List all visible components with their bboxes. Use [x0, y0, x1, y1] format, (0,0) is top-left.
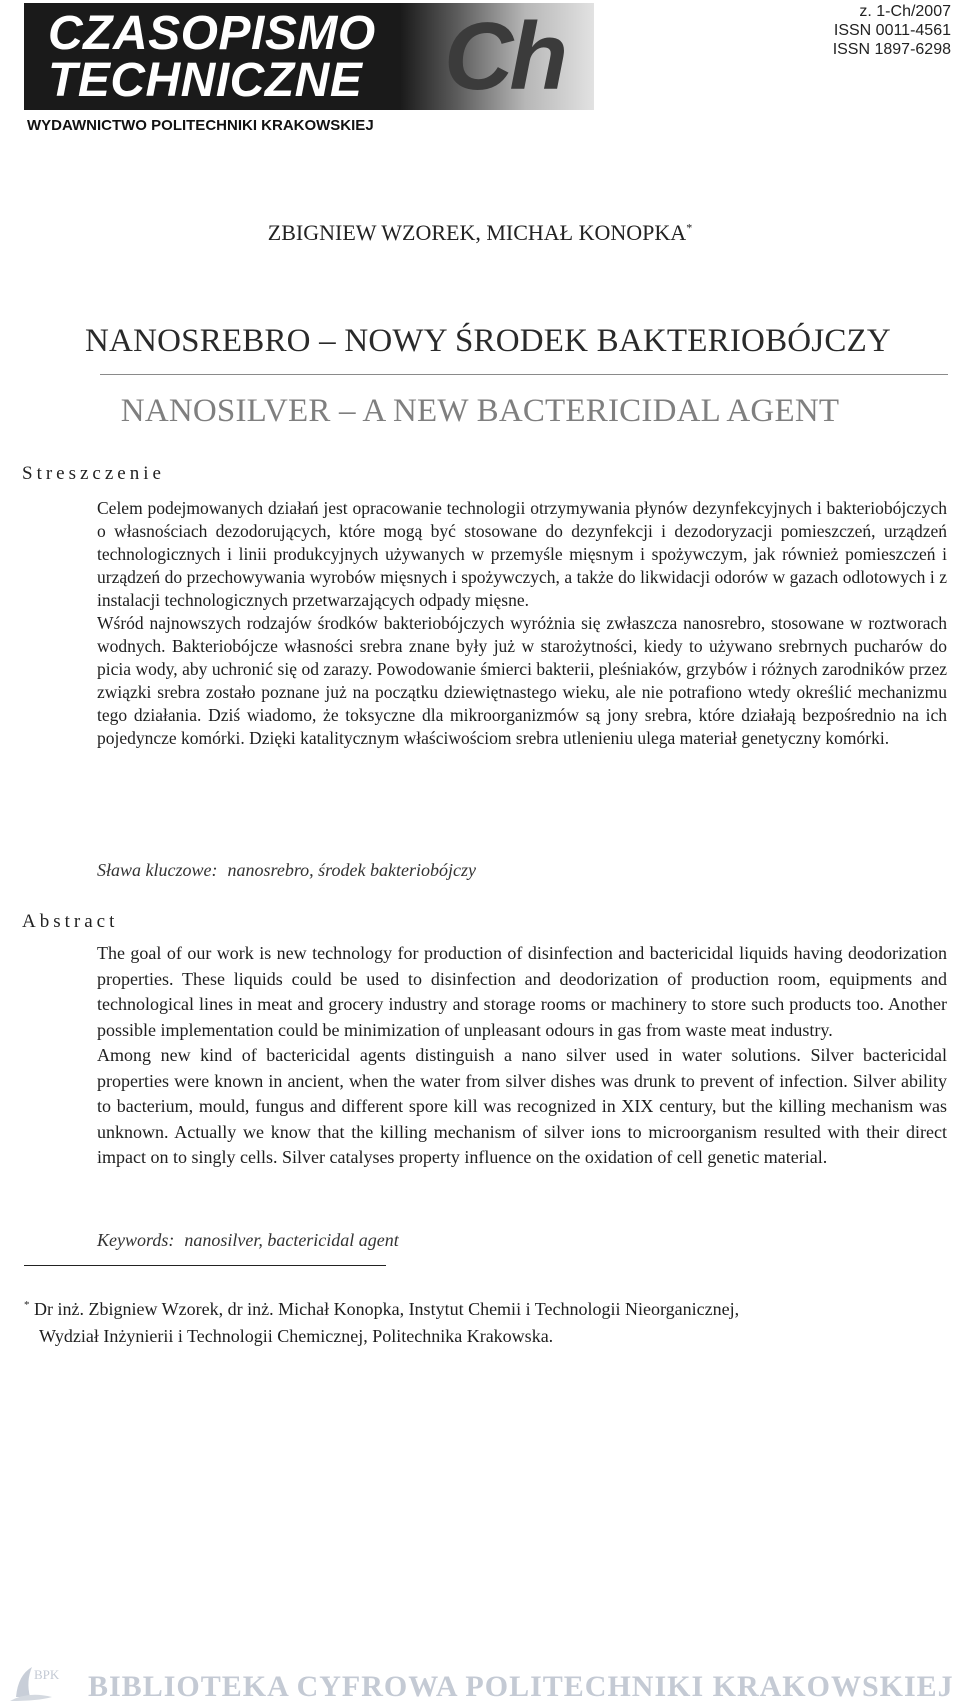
authors-names: ZBIGNIEW WZOREK, MICHAŁ KONOPKA — [267, 220, 687, 245]
title-divider — [100, 374, 948, 375]
bpk-logo-text: BPK — [34, 1667, 60, 1682]
masthead-title-line-2: TECHNICZNE — [48, 54, 363, 107]
keywords-polish — [97, 860, 476, 881]
footnote-text-1: Dr inż. Zbigniew Wzorek, dr inż. Michał Konopka, Instytut Chemii i Technologii Nieorganicznej, — [34, 1299, 740, 1319]
abstract-heading: Abstract — [22, 911, 119, 932]
journal-masthead — [24, 3, 594, 110]
keywords-english-list: nanosilver, bactericidal agent — [184, 1230, 399, 1250]
issue-number: z. 1-Ch/2007 — [859, 3, 951, 20]
keywords-english-label: Keywords: — [97, 1230, 175, 1250]
footnote-divider — [24, 1265, 386, 1266]
abstract-body — [97, 941, 947, 1171]
article-title-polish: NANOSREBRO – NOWY ŚRODEK BAKTERIOBÓJCZY — [85, 323, 891, 359]
keywords-english — [97, 1230, 399, 1251]
masthead-title-line-1: CZASOPISMO — [48, 7, 376, 60]
abstract-paragraph-1: The goal of our work is new technology for production of disinfection and bactericidal liquids having deodorization properties. These liquids could be used to disinfection and deodorization of production room, equipments and technological lines in meat and grocery industry and storage rooms or machinery to store such products too. Another possible implementation could be minimization of unpleasant odours in gas from waste meat industry. — [97, 943, 947, 1040]
footnote-line-1 — [24, 1292, 948, 1323]
publisher-name: WYDAWNICTWO POLITECHNIKI KRAKOWSKIEJ — [27, 117, 374, 134]
footnote-line-2: Wydział Inżynierii i Technologii Chemicznej, Politechnika Krakowska. — [39, 1326, 554, 1346]
issn-online: ISSN 1897-6298 — [832, 41, 951, 58]
abstract-paragraph-2: Among new kind of bactericidal agents distinguish a nano silver used in water solutions. Silver bactericidal properties were known in ancient, when the water from silver dishes was drunk to prevent of infection. Silver ability to bacterium, mould, fungus and different spore kill was recognized in XIX century, but the killing mechanism was unknown. Actually we know that the killing mechanism of silver ions to microorganism resulted with their direct impact on to singly cells. Silver catalyses property influence on the oxidation of cell genetic material. — [97, 1045, 947, 1167]
article-title-english: NANOSILVER – A NEW BACTERICIDAL AGENT — [120, 393, 840, 429]
keywords-polish-label: Sława kluczowe: — [97, 860, 218, 880]
streszczenie-heading: Streszczenie — [22, 463, 165, 484]
masthead-series-letter: Ch — [444, 3, 564, 110]
issue-info — [806, 2, 951, 59]
author-affiliation-footnote — [24, 1292, 948, 1350]
author-footnote-mark: * — [686, 220, 693, 235]
streszczenie-body — [97, 497, 947, 750]
keywords-polish-list: nanosrebro, środek bakteriobójczy — [227, 860, 476, 880]
streszczenie-paragraph-2: Wśród najnowszych rodzajów środków bakteriobójczych wyróżnia się zwłaszcza nanosrebro, stosowane w roztworach wodnych. Bakteriobójcze własności srebra znane były już w starożytności, kiedy to używano srebrnych pucharów do picia wody, aby uchronić się od zarazy. Powodowanie śmierci bakterii, pleśniaków, grzybów i różnych zarodników przez związki srebra zostało poznane już na początku dziewiętnastego wieku, ale nie potrafiono wtedy określić mechanizmu tego działania. Dziś wiadomo, że toksyczne dla mikroorganizmów są jony srebra, które działają bezpośrednio na ich pojedyncze komórki. Dzięki katalitycznym właściwościom srebra utlenieniu ulega materiał genetyczny komórki. — [97, 613, 947, 748]
article-authors — [0, 220, 960, 246]
library-watermark: BIBLIOTEKA CYFROWA POLITECHNIKI KRAKOWSKIEJ — [88, 1670, 954, 1703]
bpk-logo-icon — [8, 1657, 70, 1703]
issn-print: ISSN 0011-4561 — [833, 22, 951, 39]
streszczenie-paragraph-1: Celem podejmowanych działań jest opracowanie technologii otrzymywania płynów dezynfekcyjnych i bakteriobójczych o własnościach dezodorujących, które mogą być stosowane do dezynfekcji i dezodoryzacji pomieszczeń, urządzeń technologicznych i linii produkcyjnych używanych w przemyśle mięsnym i spożywczym, jak również pomieszczeń i urządzeń do przechowywania wyrobów mięsnych i spożywczych, a także do likwidacji odorów w gazach odlotowych i z instalacji technologicznych przetwarzających odpady mięsne. — [97, 498, 947, 610]
footnote-mark: * — [24, 1299, 30, 1311]
